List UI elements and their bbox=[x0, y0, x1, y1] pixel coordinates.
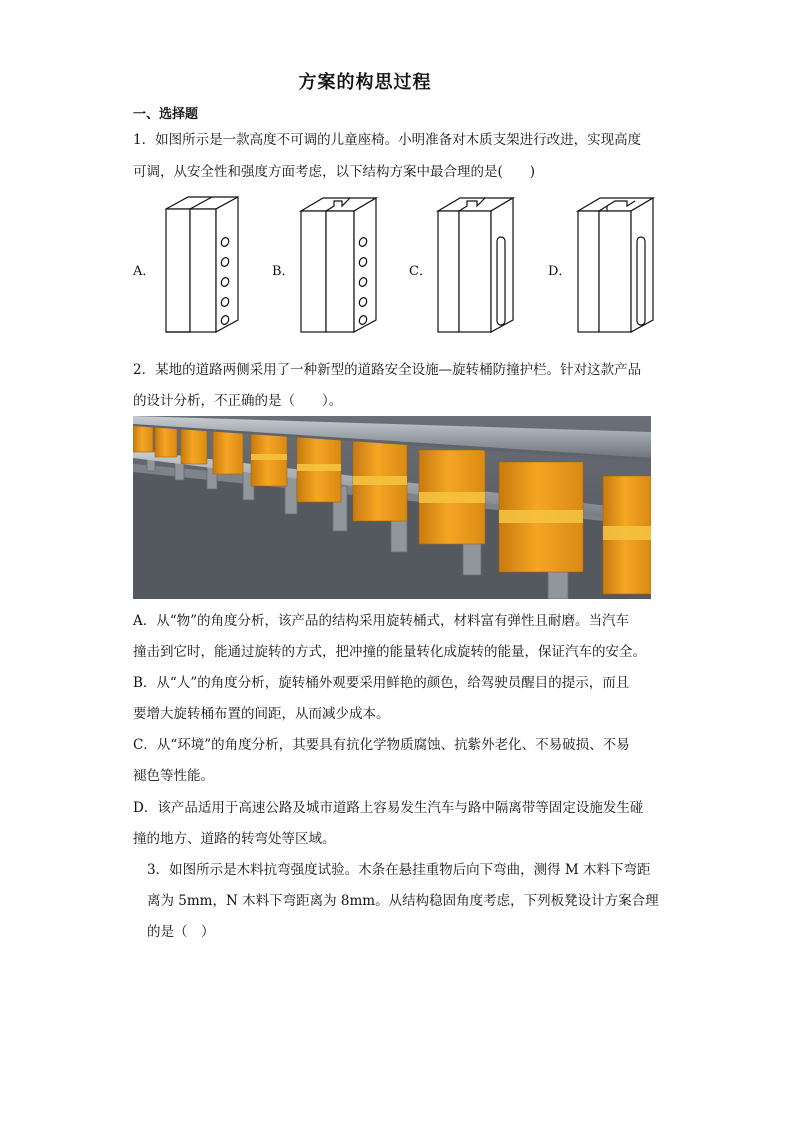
page-title: 方案的构思过程 bbox=[298, 72, 432, 93]
q1-option-d-figure bbox=[575, 195, 660, 340]
q2-option-c-line-1: C．从“环境”的角度分析，其要具有抗化学物质腐蚀、抗紫外老化、不易破损、不易 bbox=[133, 737, 630, 753]
q1-option-b-label: B． bbox=[272, 264, 295, 279]
q1-text-line-1: 1．如图所示是一款高度不可调的儿童座椅。小明准备对木质支架进行改进，实现高度 bbox=[133, 132, 642, 148]
q3-text-line-3: 的是（ ） bbox=[147, 924, 215, 940]
q3-text-line-1: 3．如图所示是木料抗弯强度试验。木条在悬挂重物后向下弯曲，测得 M 木料下弯距 bbox=[147, 862, 651, 878]
q2-option-a-line-2: 撞击到它时，能通过旋转的方式，把冲撞的能量转化成旋转的能量，保证汽车的安全。 bbox=[133, 644, 646, 660]
section-heading: 一、选择题 bbox=[133, 107, 199, 122]
q1-option-a-label: A． bbox=[133, 264, 156, 279]
q3-text-line-2: 离为 5mm，N 木料下弯距离为 8mm。从结构稳固角度考虑，下列板凳设计方案合理 bbox=[147, 893, 659, 909]
q2-option-d-line-2: 撞的地方、道路的转弯处等区域。 bbox=[133, 831, 336, 847]
q2-text-line-2: 的设计分析，不正确的是（ ）。 bbox=[133, 393, 343, 409]
q2-option-b-line-2: 要增大旋转桶布置的间距，从而减少成本。 bbox=[133, 706, 390, 722]
q1-option-d-label: D． bbox=[548, 264, 572, 279]
q1-option-b-figure bbox=[298, 195, 383, 340]
q1-option-a-figure bbox=[160, 195, 245, 340]
q2-option-b-line-1: B．从“人”的角度分析，旋转桶外观要采用鲜艳的颜色，给驾驶员醒目的提示，而且 bbox=[133, 675, 630, 691]
q1-text-line-2: 可调，从安全性和强度方面考虑，以下结构方案中最合理的是( ) bbox=[133, 164, 536, 180]
q2-text-line-1: 2．某地的道路两侧采用了一种新型的道路安全设施—旋转桶防撞护栏。针对这款产品 bbox=[133, 362, 642, 378]
q2-option-a-line-1: A．从“物”的角度分析，该产品的结构采用旋转桶式，材料富有弹性且耐磨。当汽车 bbox=[133, 613, 630, 629]
q1-option-c-figure bbox=[435, 195, 520, 340]
q2-option-d-line-1: D．该产品适用于高速公路及城市道路上容易发生汽车与路中隔离带等固定设施发生碰 bbox=[133, 800, 644, 816]
guardrail-photo bbox=[133, 416, 651, 599]
q2-option-c-line-2: 褪色等性能。 bbox=[133, 768, 214, 784]
q1-option-c-label: C． bbox=[409, 264, 432, 279]
